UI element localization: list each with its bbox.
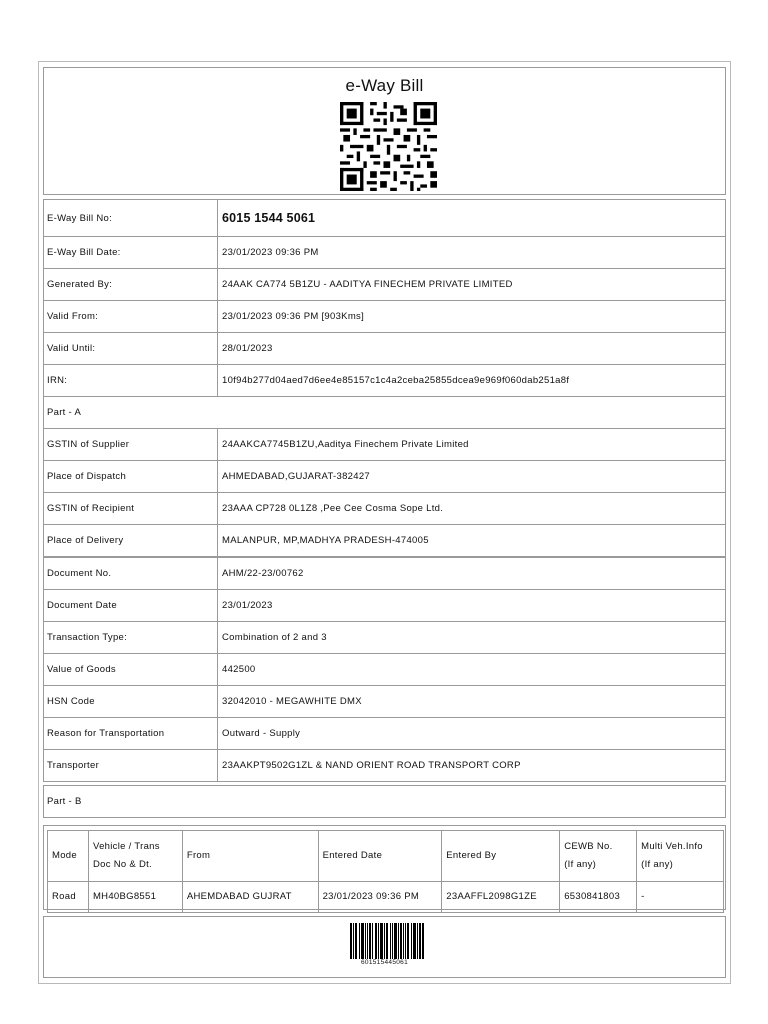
detail-row-irn [43,364,726,397]
table-cell: Road [48,882,89,913]
part-a-value: 23AAKPT9502G1ZL & NAND ORIENT ROAD TRANSPORT CORP [222,760,521,771]
part-a-row [43,428,726,461]
column-header: Mode [48,831,89,882]
table-row [48,882,724,913]
part-a-row [43,717,726,750]
barcode-icon [350,923,424,959]
section-title: Part - B [47,796,82,807]
column-header: CEWB No. (If any) [560,831,637,882]
detail-value: 23/01/2023 09:36 PM [903Kms] [222,311,365,322]
part-a-value: 32042010 - MEGAWHITE DMX [222,696,362,707]
part-a-value: 442500 [222,664,256,675]
eway-bill-number: 6015 1544 5061 [222,211,316,225]
part-a-label: Document Date [44,590,218,621]
part-a-label: Place of Dispatch [44,461,218,492]
part-a-value: Outward - Supply [222,728,301,739]
part-b-table-container [43,825,726,910]
document-title: e-Way Bill [345,76,424,95]
table-cell: 23AAFFL2098G1ZE [442,882,560,913]
part-a-label: GSTIN of Recipient [44,493,218,524]
table-cell: 23/01/2023 09:36 PM [318,882,442,913]
detail-row-generated-by [43,268,726,301]
section-title: Part - A [47,407,82,418]
detail-label: E-Way Bill No: [44,200,218,236]
detail-value: 28/01/2023 [222,343,273,354]
part-a-label: Place of Delivery [44,525,218,556]
part-a-row [43,621,726,654]
detail-row-valid-until [43,332,726,365]
part-a-row [43,524,726,557]
detail-value: 23/01/2023 09:36 PM [222,247,319,258]
part-a-row [43,460,726,493]
detail-row-eway-bill-date [43,236,726,269]
part-a-label: Transporter [44,750,218,781]
detail-row-valid-from [43,300,726,333]
part-a-value: MALANPUR, MP,MADHYA PRADESH-474005 [222,535,429,546]
part-a-label: Document No. [44,558,218,589]
table-cell: AHEMDABAD GUJRAT [182,882,318,913]
eway-bill-header [43,67,726,195]
part-a-row [43,749,726,782]
eway-bill-page [38,61,731,984]
detail-label: Valid From: [44,301,218,332]
column-header: Entered By [442,831,560,882]
part-a-label: Transaction Type: [44,622,218,653]
part-b-heading [43,785,726,818]
part-a-heading [43,396,726,429]
part-a-value: AHM/22-23/00762 [222,568,304,579]
irn-value: 10f94b277d04aed7d6ee4e85157c1c4a2ceba25855dcea9e969f060dab251a8f [222,375,570,386]
part-a-value: 24AAKCA7745B1ZU,Aaditya Finechem Private Limited [222,439,469,450]
column-header: Multi Veh.Info (If any) [637,831,724,882]
detail-value: 24AAK CA774 5B1ZU - AADITYA FINECHEM PRIVATE LIMITED [222,279,513,290]
part-a-row [43,557,726,590]
detail-label: Generated By: [44,269,218,300]
part-a-label: HSN Code [44,686,218,717]
column-header: From [182,831,318,882]
part-a-row [43,589,726,622]
part-a-value: 23AAA CP728 0L1Z8 ,Pee Cee Cosma Sope Ltd. [222,503,444,514]
part-a-row [43,492,726,525]
column-header: Vehicle / Trans Doc No & Dt. [88,831,182,882]
column-header: Entered Date [318,831,442,882]
table-cell: - [637,882,724,913]
table-header-row [48,831,724,882]
detail-label: Valid Until: [44,333,218,364]
part-a-row [43,685,726,718]
detail-row-eway-bill-no [43,199,726,237]
part-b-table [47,830,724,913]
part-a-value: 23/01/2023 [222,600,273,611]
part-a-row [43,653,726,686]
detail-label: E-Way Bill Date: [44,237,218,268]
barcode-section [43,916,726,978]
part-a-label: Value of Goods [44,654,218,685]
part-a-label: Reason for Transportation [44,718,218,749]
qr-code-icon [340,102,437,191]
detail-label: IRN: [44,365,218,396]
barcode-number: 601515445061 [361,959,408,966]
table-cell: 6530841803 [560,882,637,913]
table-cell: MH40BG8551 [88,882,182,913]
part-a-value: AHMEDABAD,GUJARAT-382427 [222,471,370,482]
part-a-label: GSTIN of Supplier [44,429,218,460]
part-a-value: Combination of 2 and 3 [222,632,327,643]
